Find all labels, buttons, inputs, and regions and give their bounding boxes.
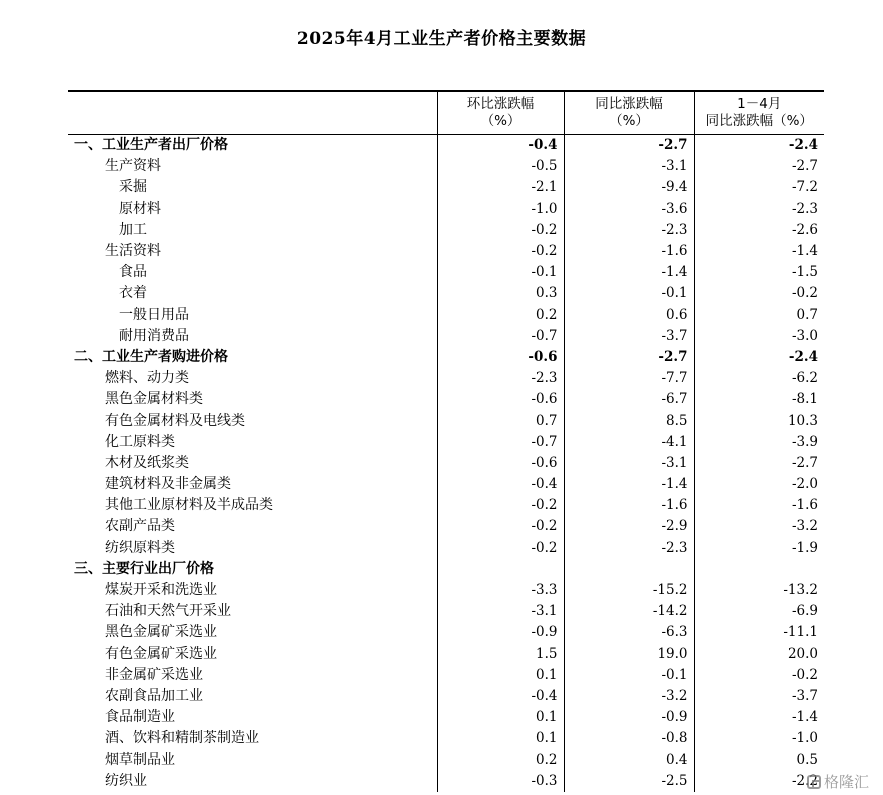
- cell-mom: 0.1: [437, 728, 564, 749]
- table-row: [68, 305, 824, 326]
- cell-ytd: 20.0: [694, 644, 824, 665]
- table-row: [68, 347, 824, 368]
- cell-ytd: -2.4: [694, 135, 824, 157]
- cell-ytd: -2.4: [694, 347, 824, 368]
- header-yoy-line1: 同比涨跌幅: [595, 96, 663, 112]
- cell-mom: -0.6: [437, 347, 564, 368]
- row-label: 石油和天然气开采业: [105, 603, 231, 620]
- table-row: [68, 580, 824, 601]
- cell-yoy: -15.2: [564, 580, 694, 601]
- cell-ytd: -1.6: [694, 495, 824, 516]
- header-yoy: [564, 91, 694, 135]
- row-label: 一、工业生产者出厂价格: [74, 137, 228, 154]
- cell-ytd: -3.2: [694, 516, 824, 537]
- cell-mom: -0.2: [437, 538, 564, 559]
- row-label: 农副食品加工业: [105, 687, 203, 704]
- cell-ytd: -6.2: [694, 368, 824, 389]
- cell-ytd: -1.9: [694, 538, 824, 559]
- cell-ytd: -2.7: [694, 453, 824, 474]
- cell-yoy: -1.4: [564, 262, 694, 283]
- cell-yoy: -0.1: [564, 283, 694, 304]
- table-row: [68, 538, 824, 559]
- cell-mom: -0.6: [437, 453, 564, 474]
- table-row: [68, 156, 824, 177]
- cell-mom: -0.4: [437, 474, 564, 495]
- cell-mom: -0.2: [437, 516, 564, 537]
- cell-mom: 0.3: [437, 283, 564, 304]
- row-label: 采掘: [119, 179, 147, 196]
- cell-ytd: -13.2: [694, 580, 824, 601]
- table-row: [68, 326, 824, 347]
- cell-ytd: -2.7: [694, 156, 824, 177]
- ppi-data-table: [68, 90, 824, 792]
- cell-yoy: -3.7: [564, 326, 694, 347]
- row-label: 农副产品类: [105, 518, 175, 535]
- row-label: 原材料: [119, 200, 161, 217]
- row-label: 加工: [119, 221, 147, 238]
- table-row: [68, 135, 824, 157]
- row-label: 黑色金属矿采选业: [105, 624, 217, 641]
- row-label: 非金属矿采选业: [105, 666, 203, 683]
- table-row: [68, 559, 824, 580]
- table-row: [68, 410, 824, 431]
- gelonghui-logo-icon: [807, 775, 821, 789]
- cell-ytd: -2.3: [694, 199, 824, 220]
- row-label: 生产资料: [105, 158, 161, 175]
- cell-yoy: -0.8: [564, 728, 694, 749]
- row-label: 三、主要行业出厂价格: [74, 560, 214, 577]
- table-row: [68, 601, 824, 622]
- cell-yoy: -3.1: [564, 156, 694, 177]
- cell-yoy: -2.7: [564, 135, 694, 157]
- table-row: [68, 177, 824, 198]
- row-label: 二、工业生产者购进价格: [74, 348, 228, 365]
- cell-yoy: -2.9: [564, 516, 694, 537]
- cell-ytd: 0.5: [694, 749, 824, 770]
- cell-yoy: -6.3: [564, 622, 694, 643]
- row-label: 燃料、动力类: [105, 370, 189, 387]
- cell-ytd: -1.0: [694, 728, 824, 749]
- cell-yoy: -9.4: [564, 177, 694, 198]
- cell-mom: -2.3: [437, 368, 564, 389]
- cell-mom: -2.1: [437, 177, 564, 198]
- cell-yoy: -0.1: [564, 665, 694, 686]
- table-row: [68, 644, 824, 665]
- row-label: 化工原料类: [105, 433, 175, 450]
- table-body: [68, 135, 824, 792]
- cell-mom: 0.1: [437, 665, 564, 686]
- table-row: [68, 771, 824, 792]
- cell-ytd: -2.0: [694, 474, 824, 495]
- table-row: [68, 389, 824, 410]
- table-row: [68, 199, 824, 220]
- row-label: 一般日用品: [119, 306, 189, 323]
- cell-mom: -0.7: [437, 326, 564, 347]
- cell-mom: 0.1: [437, 707, 564, 728]
- table-row: [68, 665, 824, 686]
- cell-yoy: -0.9: [564, 707, 694, 728]
- cell-yoy: -1.4: [564, 474, 694, 495]
- row-label: 耐用消费品: [119, 327, 189, 344]
- row-label: 生活资料: [105, 243, 161, 260]
- row-label: 烟草制品业: [105, 751, 175, 768]
- table-row: [68, 622, 824, 643]
- cell-mom: -0.2: [437, 220, 564, 241]
- cell-ytd: -3.0: [694, 326, 824, 347]
- header-mom: [437, 91, 564, 135]
- table-row: [68, 283, 824, 304]
- table-row: [68, 686, 824, 707]
- cell-mom: 1.5: [437, 644, 564, 665]
- header-mom-line1: 环比涨跌幅: [466, 96, 535, 112]
- cell-mom: -0.2: [437, 241, 564, 262]
- cell-yoy: 0.6: [564, 305, 694, 326]
- watermark-text: 格隆汇: [823, 773, 869, 791]
- cell-ytd: 0.7: [694, 305, 824, 326]
- cell-ytd: -6.9: [694, 601, 824, 622]
- cell-mom: -0.6: [437, 389, 564, 410]
- cell-yoy: -1.6: [564, 241, 694, 262]
- cell-mom: -1.0: [437, 199, 564, 220]
- table-header-row: [68, 91, 824, 135]
- row-label: 其他工业原材料及半成品类: [105, 497, 273, 514]
- cell-yoy: -1.6: [564, 495, 694, 516]
- cell-yoy: 19.0: [564, 644, 694, 665]
- header-mom-line2: （%）: [480, 113, 521, 129]
- cell-ytd: -8.1: [694, 389, 824, 410]
- cell-yoy: -3.6: [564, 199, 694, 220]
- table-row: [68, 474, 824, 495]
- table-row: [68, 453, 824, 474]
- table-row: [68, 495, 824, 516]
- row-label: 衣着: [119, 285, 147, 302]
- cell-ytd: 10.3: [694, 410, 824, 431]
- cell-yoy: -3.2: [564, 686, 694, 707]
- cell-ytd: -3.7: [694, 686, 824, 707]
- table-row: [68, 368, 824, 389]
- row-label: 煤炭开采和洗选业: [105, 582, 217, 599]
- row-label: 食品: [119, 264, 147, 281]
- cell-ytd: -1.4: [694, 707, 824, 728]
- cell-mom: -0.9: [437, 622, 564, 643]
- cell-ytd: -1.4: [694, 241, 824, 262]
- cell-yoy: -2.7: [564, 347, 694, 368]
- cell-mom: -3.1: [437, 601, 564, 622]
- page-title: 2025年4月工业生产者价格主要数据: [296, 29, 587, 49]
- cell-mom: -0.2: [437, 495, 564, 516]
- table-row: [68, 432, 824, 453]
- watermark: [807, 771, 869, 792]
- table-row: [68, 749, 824, 770]
- cell-yoy: 0.4: [564, 749, 694, 770]
- cell-ytd: -2.2: [694, 771, 824, 792]
- cell-yoy: -14.2: [564, 601, 694, 622]
- cell-yoy: -6.7: [564, 389, 694, 410]
- row-label: 建筑材料及非金属类: [105, 476, 231, 493]
- row-label: 纺织原料类: [105, 539, 175, 556]
- cell-yoy: 8.5: [564, 410, 694, 431]
- cell-mom: -0.3: [437, 771, 564, 792]
- table-row: [68, 262, 824, 283]
- cell-ytd: -3.9: [694, 432, 824, 453]
- row-label: 纺织业: [105, 772, 147, 789]
- cell-ytd: -1.5: [694, 262, 824, 283]
- cell-yoy: -2.3: [564, 220, 694, 241]
- cell-mom: -0.4: [437, 686, 564, 707]
- cell-mom: -0.7: [437, 432, 564, 453]
- header-ytd-line2: 同比涨跌幅（%）: [705, 113, 813, 129]
- cell-mom: -0.1: [437, 262, 564, 283]
- row-label: 黑色金属材料类: [105, 391, 203, 408]
- row-label: 有色金属矿采选业: [105, 645, 217, 662]
- cell-ytd: -11.1: [694, 622, 824, 643]
- header-ytd-line1: 1－4月: [737, 96, 782, 112]
- header-ytd: [694, 91, 824, 135]
- cell-yoy: -4.1: [564, 432, 694, 453]
- table-row: [68, 241, 824, 262]
- row-label: 有色金属材料及电线类: [105, 412, 245, 429]
- cell-mom: [437, 559, 564, 580]
- cell-mom: 0.2: [437, 749, 564, 770]
- cell-mom: -3.3: [437, 580, 564, 601]
- cell-ytd: -2.6: [694, 220, 824, 241]
- cell-yoy: -2.3: [564, 538, 694, 559]
- cell-yoy: -3.1: [564, 453, 694, 474]
- cell-mom: -0.5: [437, 156, 564, 177]
- table-row: [68, 516, 824, 537]
- table-row: [68, 728, 824, 749]
- cell-mom: -0.4: [437, 135, 564, 157]
- cell-ytd: [694, 559, 824, 580]
- header-indicator: [68, 91, 437, 135]
- cell-mom: 0.2: [437, 305, 564, 326]
- table-row: [68, 707, 824, 728]
- cell-ytd: -0.2: [694, 665, 824, 686]
- cell-yoy: -2.5: [564, 771, 694, 792]
- row-label: 木材及纸浆类: [105, 454, 189, 471]
- cell-mom: 0.7: [437, 410, 564, 431]
- row-label: 食品制造业: [105, 709, 175, 726]
- header-yoy-line2: （%）: [609, 113, 649, 129]
- row-label: 酒、饮料和精制茶制造业: [105, 730, 259, 747]
- cell-yoy: [564, 559, 694, 580]
- cell-ytd: -7.2: [694, 177, 824, 198]
- table-row: [68, 220, 824, 241]
- cell-yoy: -7.7: [564, 368, 694, 389]
- cell-ytd: -0.2: [694, 283, 824, 304]
